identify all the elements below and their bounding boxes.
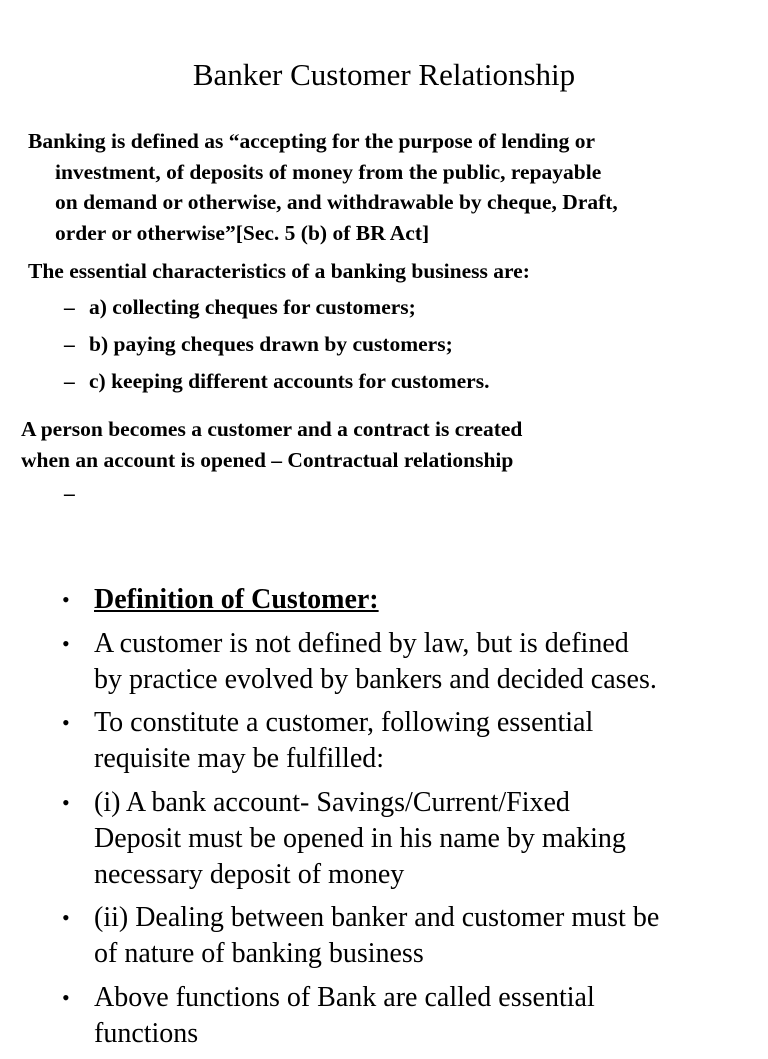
definition-line: investment, of deposits of money from the public, repayable	[55, 159, 602, 184]
list-item-text	[94, 785, 742, 893]
banking-definition	[28, 126, 748, 248]
definition-line: Banking is defined as “accepting for the purpose of lending or	[28, 129, 596, 153]
list-item-text	[94, 980, 742, 1052]
list-item-line: (ii) Dealing between banker and customer must be	[94, 902, 660, 933]
characteristic-item	[64, 366, 489, 396]
trailing-dash: –	[64, 481, 75, 505]
list-item-line: (i) A bank account- Savings/Current/Fixed	[94, 786, 570, 818]
list-item-line: functions	[94, 1017, 199, 1049]
characteristic-item	[64, 329, 453, 359]
bullet-marker: •	[62, 789, 70, 815]
page-title: Banker Customer Relationship	[192, 57, 576, 92]
definition-line: order or otherwise”[Sec. 5 (b) of BR Act]	[55, 220, 430, 245]
list-item	[62, 705, 742, 777]
bullet-marker: •	[62, 984, 70, 1010]
customer-definition-list	[62, 582, 742, 1059]
list-item-line: necessary deposit of money	[94, 858, 405, 890]
list-item	[62, 785, 742, 893]
section-heading: Definition of Customer:	[94, 584, 379, 615]
list-item	[62, 626, 742, 698]
bullet-marker: •	[62, 630, 70, 656]
characteristic-text: a) collecting cheques for customers;	[89, 295, 416, 319]
list-item-text	[94, 626, 742, 698]
characteristic-item	[64, 292, 416, 322]
definition-line: on demand or otherwise, and withdrawable by cheque, Draft,	[55, 190, 618, 214]
list-item	[62, 900, 742, 972]
dash-marker: –	[64, 295, 75, 319]
contract-line: when an account is opened – Contractual relationship	[21, 447, 514, 472]
contract-line: A person becomes a customer and a contract is created	[21, 417, 523, 441]
list-item-line: by practice evolved by bankers and decided cases.	[94, 663, 657, 695]
characteristic-text: c) keeping different accounts for customers.	[89, 369, 490, 393]
characteristics-heading: The essential characteristics of a banking business are:	[28, 259, 530, 283]
list-item	[62, 980, 742, 1052]
list-item-line: To constitute a customer, following essential	[94, 707, 594, 738]
bullet-marker: •	[62, 710, 70, 735]
bullet-marker: •	[62, 587, 70, 612]
list-item-line: Above functions of Bank are called essential	[94, 981, 595, 1013]
bullet-marker: •	[62, 905, 70, 930]
list-item-text	[94, 900, 742, 972]
contract-paragraph	[21, 414, 741, 475]
list-item-line: Deposit must be opened in his name by making	[94, 822, 626, 854]
list-item-line: requisite may be fulfilled:	[94, 743, 385, 774]
dash-marker: –	[64, 369, 75, 393]
characteristic-text: b) paying cheques drawn by customers;	[89, 332, 453, 356]
list-item-line: A customer is not defined by law, but is defined	[94, 627, 629, 659]
dash-marker: –	[64, 332, 75, 356]
list-item-line: of nature of banking business	[94, 938, 424, 969]
list-item-text	[94, 705, 742, 777]
list-item	[62, 582, 742, 618]
